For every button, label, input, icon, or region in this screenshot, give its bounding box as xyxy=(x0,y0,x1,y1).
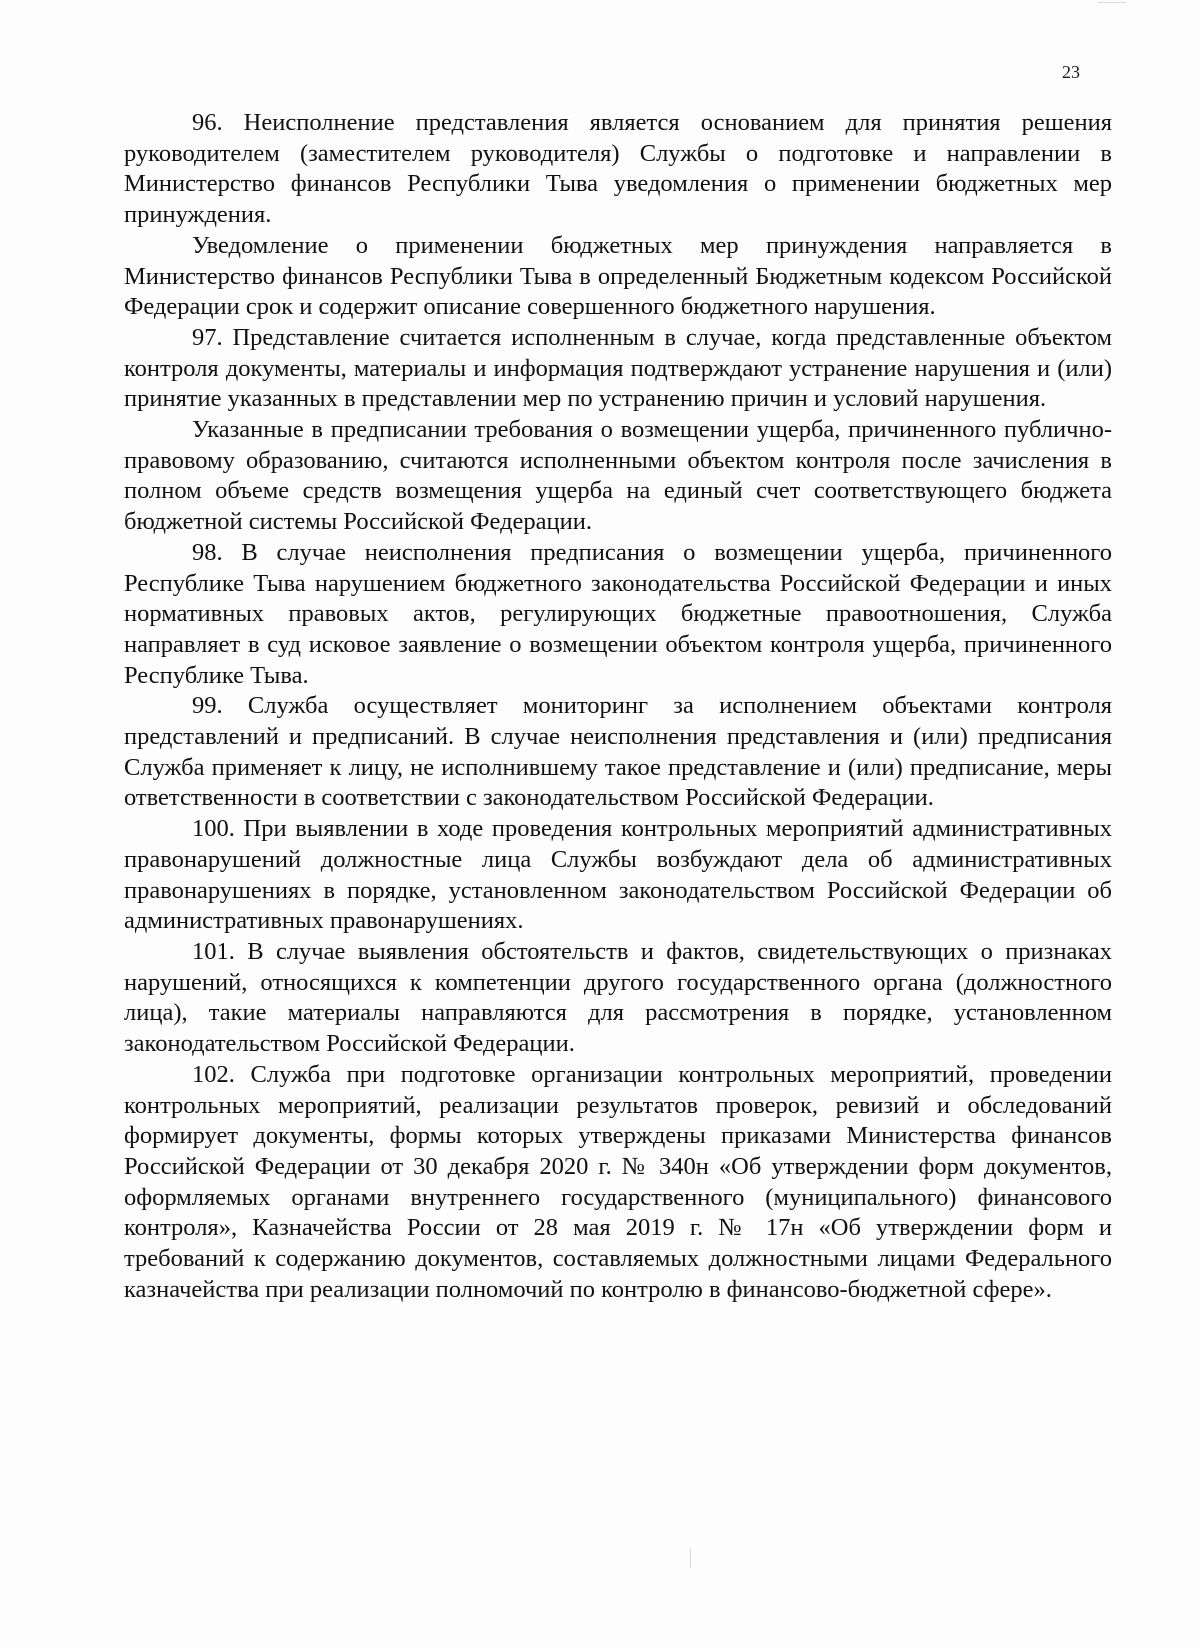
document-body xyxy=(124,108,1112,1305)
paragraph: Указанные в предписании требования о возмещении ущерба, причиненного публично-правовому образованию, считаются исполненными объектом контроля после зачисления в полном объеме средств возмещения ущерба на единый счет соответствующего бюджета бюджетной системы Российской Федерации. xyxy=(124,416,1112,536)
paragraph: Уведомление о применении бюджетных мер принуждения направляется в Министерство финансов Республики Тыва в определенный Бюджетным кодексом Российской Федерации срок и содержит описание совершенного бюджетного нарушения. xyxy=(124,231,1112,321)
paragraph: 98. В случае неисполнения предписания о возмещении ущерба, причиненного Республике Тыва нарушением бюджетного законодательства Российской Федерации и иных нормативных правовых актов, регулирующих бюджетные правоотношения, Служба направляет в суд исковое заявление о возмещении объектом контроля ущерба, причиненного Республике Тыва. xyxy=(124,538,1112,689)
paragraph: 96. Неисполнение представления является основанием для принятия решения руководителем (заместителем руководителя) Службы о подготовке и направлении в Министерство финансов Республики Тыва уведомления о применении бюджетных мер принуждения. xyxy=(124,109,1112,229)
paragraph: 99. Служба осуществляет мониторинг за исполнением объектами контроля представлений и предписаний. В случае неисполнения представления и (или) предписания Служба применяет к лицу, не исполнившему такое представление и (или) предписание, меры ответственности в соответствии с законодательством Российской Федерации. xyxy=(124,692,1112,812)
paragraph: 97. Представление считается исполненным в случае, когда представленные объектом контроля документы, материалы и информация подтверждают устранение нарушения и (или) принятие указанных в представлении мер по устранению причин и условий нарушения. xyxy=(124,323,1112,413)
paragraph: 100. При выявлении в ходе проведения контрольных мероприятий административных правонарушений должностные лица Службы возбуждают дела об административных правонарушениях в порядке, установленном законодательством Российской Федерации об административных правонарушениях. xyxy=(124,815,1112,935)
paragraph: 101. В случае выявления обстоятельств и фактов, свидетельствующих о признаках нарушений, относящихся к компетенции другого государственного органа (должностного лица), такие материалы направляются для рассмотрения в порядке, установленном законодательством Российской Федерации. xyxy=(124,937,1112,1058)
scan-speck xyxy=(1098,2,1126,3)
paragraph: 102. Служба при подготовке организации контрольных мероприятий, проведении контрольных мероприятий, реализации результатов проверок, ревизий и обследований формирует документы, формы которых утверждены приказами Министерства финансов Российской Федерации от 30 декабря 2020 г. № 340н «Об утверждении форм документов, оформляемых органами внутреннего государственного (муниципального) финансового контроля», Казначейства России от 28 мая 2019 г. № 17н «Об утверждении форм и требований к содержанию документов, составляемых должностными лицами Федерального казначейства при реализации полномочий по контролю в финансово-бюджетной сфере». xyxy=(124,1060,1112,1303)
page-number: 23 xyxy=(1062,62,1080,82)
scan-speck xyxy=(690,1548,691,1568)
